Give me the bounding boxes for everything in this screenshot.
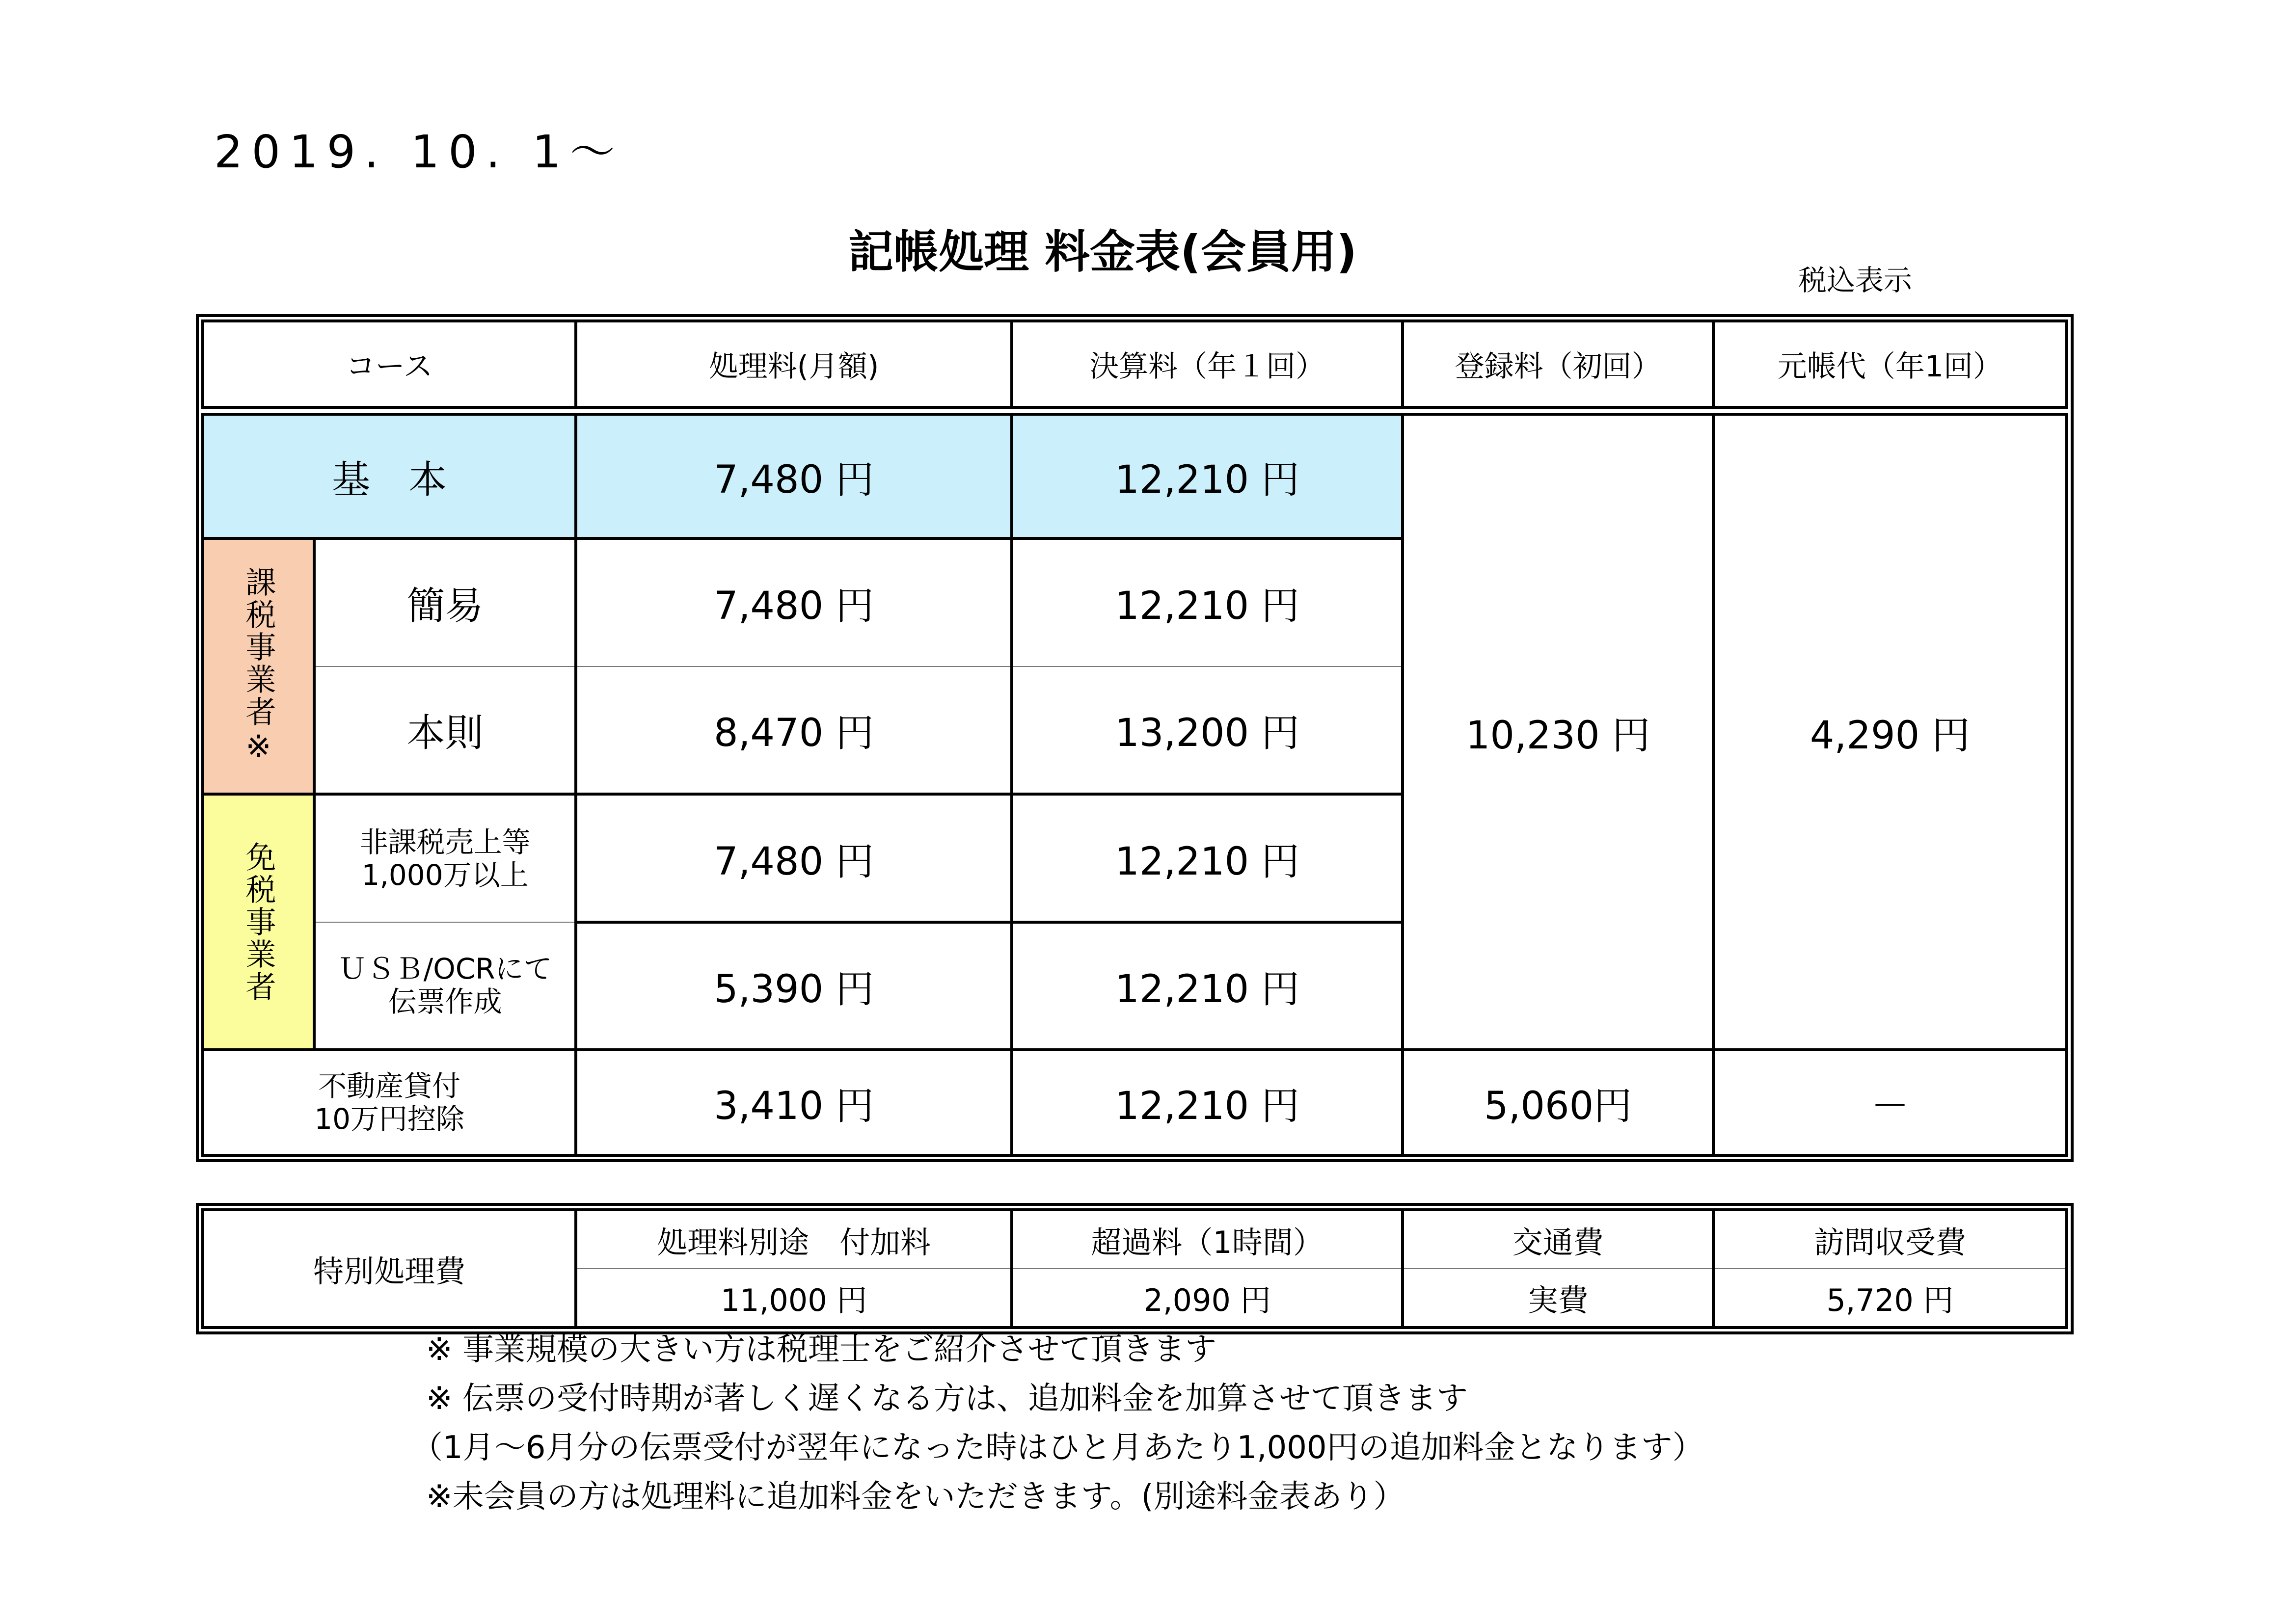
processing-standard: 8,470 円 bbox=[576, 666, 1012, 795]
page-title: 記帳処理 料金表(会員用) bbox=[848, 226, 1357, 278]
effective-date: 2019. 10. 1～ bbox=[214, 126, 624, 178]
footnote-non-member: ※未会員の方は処理料に追加料金をいただきます。(別途料金表あり） bbox=[426, 1479, 1405, 1515]
special-fee-label: 特別処理費 bbox=[203, 1210, 576, 1328]
course-standard: 本則 bbox=[314, 666, 576, 795]
footnotes bbox=[411, 1325, 1704, 1521]
settlement-real-estate: 12,210 円 bbox=[1012, 1050, 1403, 1155]
table-header-row bbox=[203, 321, 2067, 407]
course-nontaxable-line1: 非課税売上等 bbox=[359, 825, 531, 859]
table-row-basic bbox=[203, 414, 2067, 538]
special-header-visit: 訪問収受費 bbox=[1713, 1210, 2067, 1269]
special-header-surcharge: 処理料別途 付加料 bbox=[576, 1210, 1012, 1269]
settlement-nontaxable-sales: 12,210 円 bbox=[1012, 794, 1403, 922]
processing-simple: 7,480 円 bbox=[576, 538, 1012, 666]
settlement-basic: 12,210 円 bbox=[1012, 414, 1403, 538]
registration-real-estate: 5,060円 bbox=[1403, 1050, 1713, 1155]
header-settlement-fee: 決算料（年１回） bbox=[1012, 321, 1403, 407]
header-ledger-fee: 元帳代（年1回） bbox=[1713, 321, 2067, 407]
header-registration-fee: 登録料（初回） bbox=[1403, 321, 1713, 407]
exempt-group-label: 免税事業者 bbox=[240, 841, 276, 1003]
fee-table-frame bbox=[196, 314, 2074, 1162]
course-real-estate-line2: 10万円控除 bbox=[314, 1102, 464, 1136]
settlement-usb-ocr: 12,210 円 bbox=[1012, 922, 1403, 1050]
footnote-late-detail: （1月～6月分の伝票受付が翌年になった時はひと月あたり1,000円の追加料金となります） bbox=[411, 1430, 1704, 1466]
course-usb-ocr-line2: 伝票作成 bbox=[388, 985, 502, 1019]
taxable-group-label: 課税事業者※ bbox=[240, 566, 276, 767]
registration-fee-value: 10,230 円 bbox=[1403, 414, 1713, 1050]
special-header-overtime: 超過料（1時間） bbox=[1012, 1210, 1403, 1269]
processing-usb-ocr: 5,390 円 bbox=[576, 922, 1012, 1050]
processing-basic: 7,480 円 bbox=[576, 414, 1012, 538]
course-real-estate bbox=[203, 1050, 576, 1155]
special-fee-table-frame bbox=[196, 1203, 2074, 1334]
settlement-simple: 12,210 円 bbox=[1012, 538, 1403, 666]
ledger-real-estate: － bbox=[1713, 1050, 2067, 1155]
processing-real-estate: 3,410 円 bbox=[576, 1050, 1012, 1155]
special-value-transport: 実費 bbox=[1403, 1269, 1713, 1328]
special-value-overtime: 2,090 円 bbox=[1012, 1269, 1403, 1328]
header-separator bbox=[203, 407, 2067, 414]
course-basic: 基 本 bbox=[203, 414, 576, 538]
special-header-transport: 交通費 bbox=[1403, 1210, 1713, 1269]
exempt-group-cell bbox=[203, 794, 314, 1050]
special-header-row bbox=[203, 1210, 2067, 1269]
ledger-fee-value: 4,290 円 bbox=[1713, 414, 2067, 1050]
footnote-large-business: ※ 事業規模の大きい方は税理士をご紹介させて頂きます bbox=[426, 1331, 1216, 1368]
special-value-surcharge: 11,000 円 bbox=[576, 1269, 1012, 1328]
header-course: コース bbox=[203, 321, 576, 407]
course-usb-ocr bbox=[314, 922, 576, 1050]
settlement-standard: 13,200 円 bbox=[1012, 666, 1403, 795]
header-processing-fee: 処理料(月額) bbox=[576, 321, 1012, 407]
special-value-visit: 5,720 円 bbox=[1713, 1269, 2067, 1328]
course-usb-ocr-line1: ＵＳＢ/OCRにて bbox=[338, 952, 552, 986]
course-nontaxable-sales bbox=[314, 794, 576, 922]
fee-table bbox=[201, 319, 2068, 1157]
special-fee-table bbox=[201, 1208, 2068, 1329]
processing-nontaxable-sales: 7,480 円 bbox=[576, 794, 1012, 922]
footnote-late-submission: ※ 伝票の受付時期が著しく遅くなる方は、追加料金を加算させて頂きます bbox=[426, 1381, 1468, 1417]
course-simple: 簡易 bbox=[314, 538, 576, 666]
taxable-group-cell bbox=[203, 538, 314, 794]
course-nontaxable-line2: 1,000万以上 bbox=[361, 858, 529, 892]
course-real-estate-line1: 不動産貸付 bbox=[318, 1069, 461, 1103]
table-row-real-estate bbox=[203, 1050, 2067, 1155]
tax-included-note: 税込表示 bbox=[1798, 264, 1913, 297]
